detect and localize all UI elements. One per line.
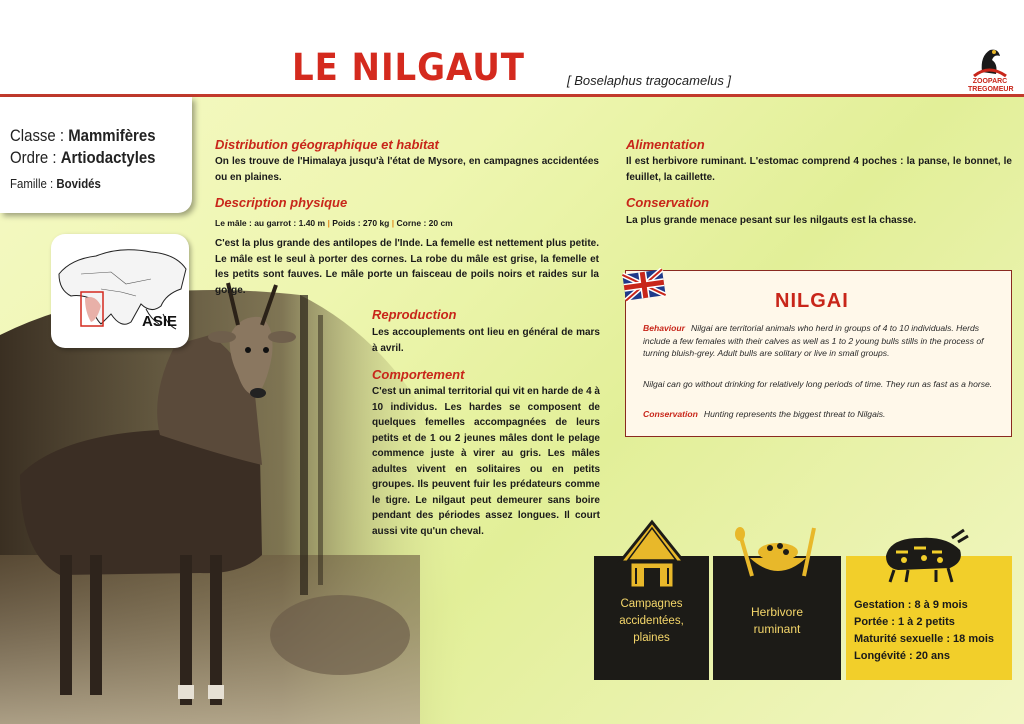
classe-row: Classe : Mammifères <box>10 126 156 145</box>
habitat-text: Campagnes accidentées, plaines <box>619 598 684 644</box>
reproduction-text: Les accouplements ont lieu en général de mars à avril. <box>372 327 600 354</box>
map-label: ASIE <box>142 313 178 330</box>
alimentation-text: Il est herbivore ruminant. L'estomac comprend 4 poches : la panse, le bonnet, le feuillet, la caillette. <box>626 156 1012 183</box>
distribution-title: Distribution géographique et habitat <box>215 137 439 152</box>
comportement-title: Comportement <box>372 367 465 382</box>
alimentation-title: Alimentation <box>626 137 705 152</box>
ordre-row: Ordre : Artiodactyles <box>10 148 156 167</box>
distribution-text: On les trouve de l'Himalaya jusqu'à l'état de Mysore, en campagnes accidentées ou en plaines. <box>215 156 599 183</box>
english-conservation: Conservation Hunting represents the biggest threat to Nilgais. <box>643 409 886 419</box>
english-behaviour-2: Nilgai can go without drinking for relatively long periods of time. They run as fast as a horse. <box>643 379 993 389</box>
classification-box <box>0 97 192 213</box>
reproduction-title: Reproduction <box>372 307 457 322</box>
gestation: Gestation : 8 à 9 mois <box>854 599 968 611</box>
facts-text <box>854 597 994 665</box>
conservation-text: La plus grande menace pesant sur les nilgauts est la chasse. <box>626 215 917 226</box>
famille-row: Famille : Bovidés <box>10 176 101 191</box>
asia-map-icon <box>51 234 189 348</box>
portee: Portée : 1 à 2 petits <box>854 616 955 628</box>
logo-text: ZOOPARC TREGOMEUR <box>968 78 1014 93</box>
english-title: NILGAI <box>775 290 849 312</box>
range-map <box>51 234 189 348</box>
description-text: C'est la plus grande des antilopes de l'Inde. La femelle est nettement plus petite. Le mâle est le seul à porter des cornes. La robe du mâle est grise, la femelle et les petits sont fauves. Le mâle porte un faisceau de poils noirs et raides sur la gorge. <box>215 238 599 296</box>
latin-name: [ Boselaphus tragocamelus ] <box>567 73 732 88</box>
longevite: Longévité : 20 ans <box>854 650 950 662</box>
hut-icon <box>614 518 690 596</box>
food-bowl-icon <box>732 526 824 584</box>
maturite: Maturité sexuelle : 18 mois <box>854 633 994 645</box>
comportement-text: C'est un animal territorial qui vit en harde de 4 à 10 individus. Les hardes se composent de quelques femelles accompagnées de leurs petits et de 1 ou 2 jeunes mâles dont le pelage commence juste à virer au gris. Les mâles adultes vivent en solitaires ou en petits groupes. Ils peuvent fuir les prédateurs comme le tigre. Le nilgaut peut demeurer sans boire pendant des périodes assez longues. Il court aussi vite qu'un cheval. <box>372 386 600 537</box>
uk-flag-icon <box>622 268 666 302</box>
diet-text: Herbivore ruminant <box>750 605 804 636</box>
description-title: Description physique <box>215 195 348 210</box>
stats-line: Le mâle : au garrot : 1.40 m | Poids : 270 kg | Corne : 20 cm <box>215 218 453 228</box>
conservation-title: Conservation <box>626 195 710 210</box>
nilgai-pattern-icon <box>880 528 970 584</box>
english-behaviour: Behaviour Nilgai are territorial animals who herd in groups of 4 to 10 individuals. Herds include a few females with their calves as well as 1 to 2 young bulls stills in the process of turning bluish-grey. Adult bulls are solitary or live in small groups. <box>643 323 984 358</box>
page-title: LE NILGAUT <box>292 46 525 89</box>
